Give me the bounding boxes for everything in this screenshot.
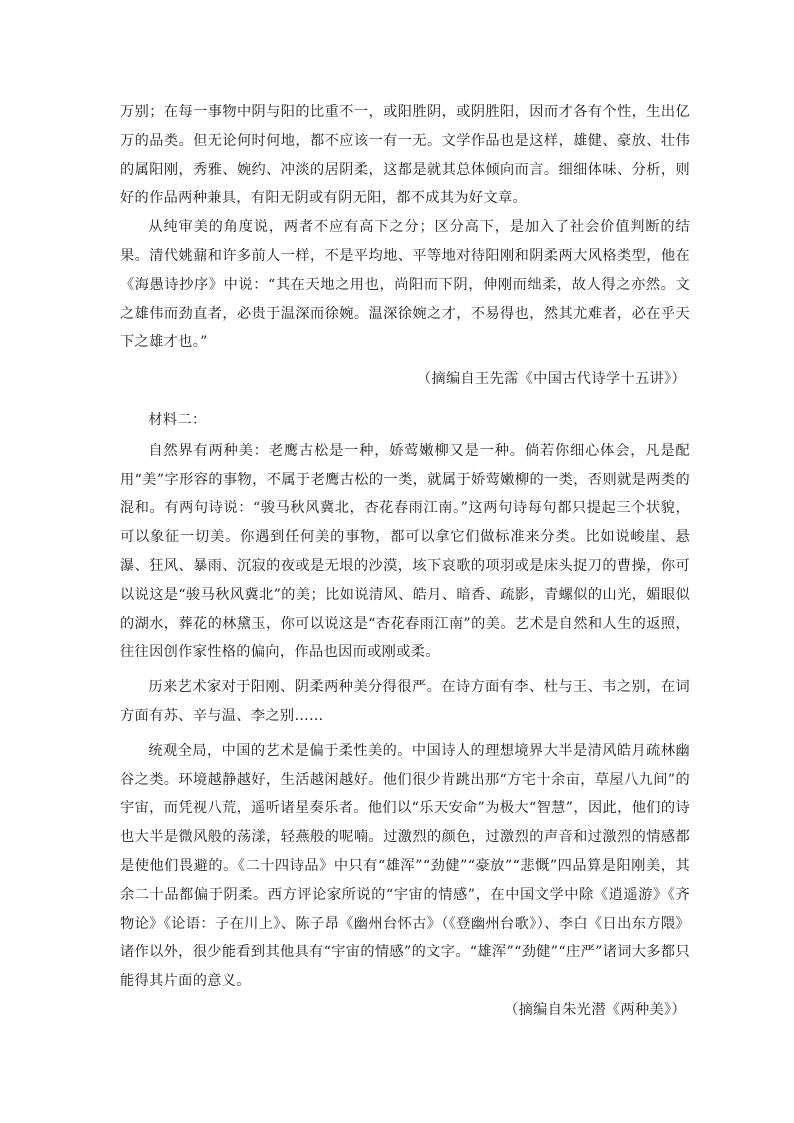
paragraph-artists-distinction: 历来艺术家对于阳刚、阴柔两种美分得很严。在诗方面有李、杜与王、韦之别，在词方面有苏、辛与温、李之别…… [120,679,690,724]
paragraph-aesthetic-judgment: 从纯审美的角度说，两者不应有高下之分；区分高下，是加入了社会价值判断的结果。清代姚鼐和许多前人一样，不是平均地、平等地对待阳刚和阴柔两大风格类型，他在《海愚诗抄序》中说：“其在天地之用也，尚阳而下阴，伸刚而绌柔，故人得之亦然。文之雄伟而劲直者，必贵于温深而徐婉。温深徐婉之才，不易得也，然其尤难者，必在乎天下之雄才也。” [120,219,690,351]
material-two-label: 材料二： [148,412,207,428]
source-citation-one: （摘编自王先霈《中国古代诗学十五讲》） [416,371,686,388]
source-citation-two: （摘编自朱光潜《两种美》） [504,1001,686,1018]
material-two-section [120,406,690,1025]
paragraph-two-kinds-of-beauty: 自然界有两种美：老鹰古松是一种，娇莺嫩柳又是一种。倘若你细心体会，凡是配用“美”字形容的事物，不属于老鹰古松的一类，就属于娇莺嫩柳的一类，否则就是两类的混和。有两句诗说：“骏马秋风冀北，杏花春雨江南。”这两句诗每句都只提起三个状貌，可以象征一切美。你遇到任何美的事物，都可以拿它们做标准来分类。比如说峻崖、悬瀑、狂风、暴雨、沉寂的夜或是无垠的沙漠，垓下哀歌的项羽或是床头捉刀的曹操，你可以说这是“骏马秋风冀北”的美；比如说清风、皓月、暗香、疏影，青螺似的山光，媚眼似的湖水，葬花的林黛玉，你可以说这是“杏花春雨江南”的美。艺术是自然和人生的返照，往往因创作家性格的偏向，作品也因而或刚或柔。 [120,442,690,661]
material-one-section [120,98,690,394]
paragraph-chinese-art-overview: 统观全局，中国的艺术是偏于柔性美的。中国诗人的理想境界大半是清风皓月疏林幽谷之类。环境越静越好，生活越闲越好。他们很少肯跳出那“方宅十余亩，草屋八九间”的宇宙，而凭视八荒，遥听诸星奏乐者。他们以“乐天安命”为极大“智慧”，因此，他们的诗也大半是微风般的荡漾，轻燕般的呢喃。过激烈的颜色，过激烈的声音和过激烈的情感都是使他们畏避的。《二十四诗品》中只有“雄浑”“劲健”“豪放”“悲慨”四品算是阳刚美，其余二十品都偏于阴柔。西方评论家所说的“宇宙的情感”，在中国文学中除《逍遥游》《齐物论》《论语：子在川上》、陈子昂《幽州台怀古》（《登幽州台歌》）、李白《日出东方隈》诸作以外，很少能看到其他具有“宇宙的情感”的文字。“雄浑”“劲健”“庄严”诸词大多都只能得其片面的意义。 [120,742,690,990]
paragraph-yin-yang-balance: 万别；在每一事物中阴与阳的比重不一，或阳胜阴，或阴胜阳，因而才各有个性，生出亿万的品类。但无论何时何地，都不应该一有一无。文学作品也是这样，雄健、豪放、壮伟的属阳刚，秀雅、婉约、冲淡的居阴柔，这都是就其总体倾向而言。细细体味、分析，则好的作品两种兼具，有阳无阴或有阴无阳，都不成其为好文章。 [120,104,690,207]
